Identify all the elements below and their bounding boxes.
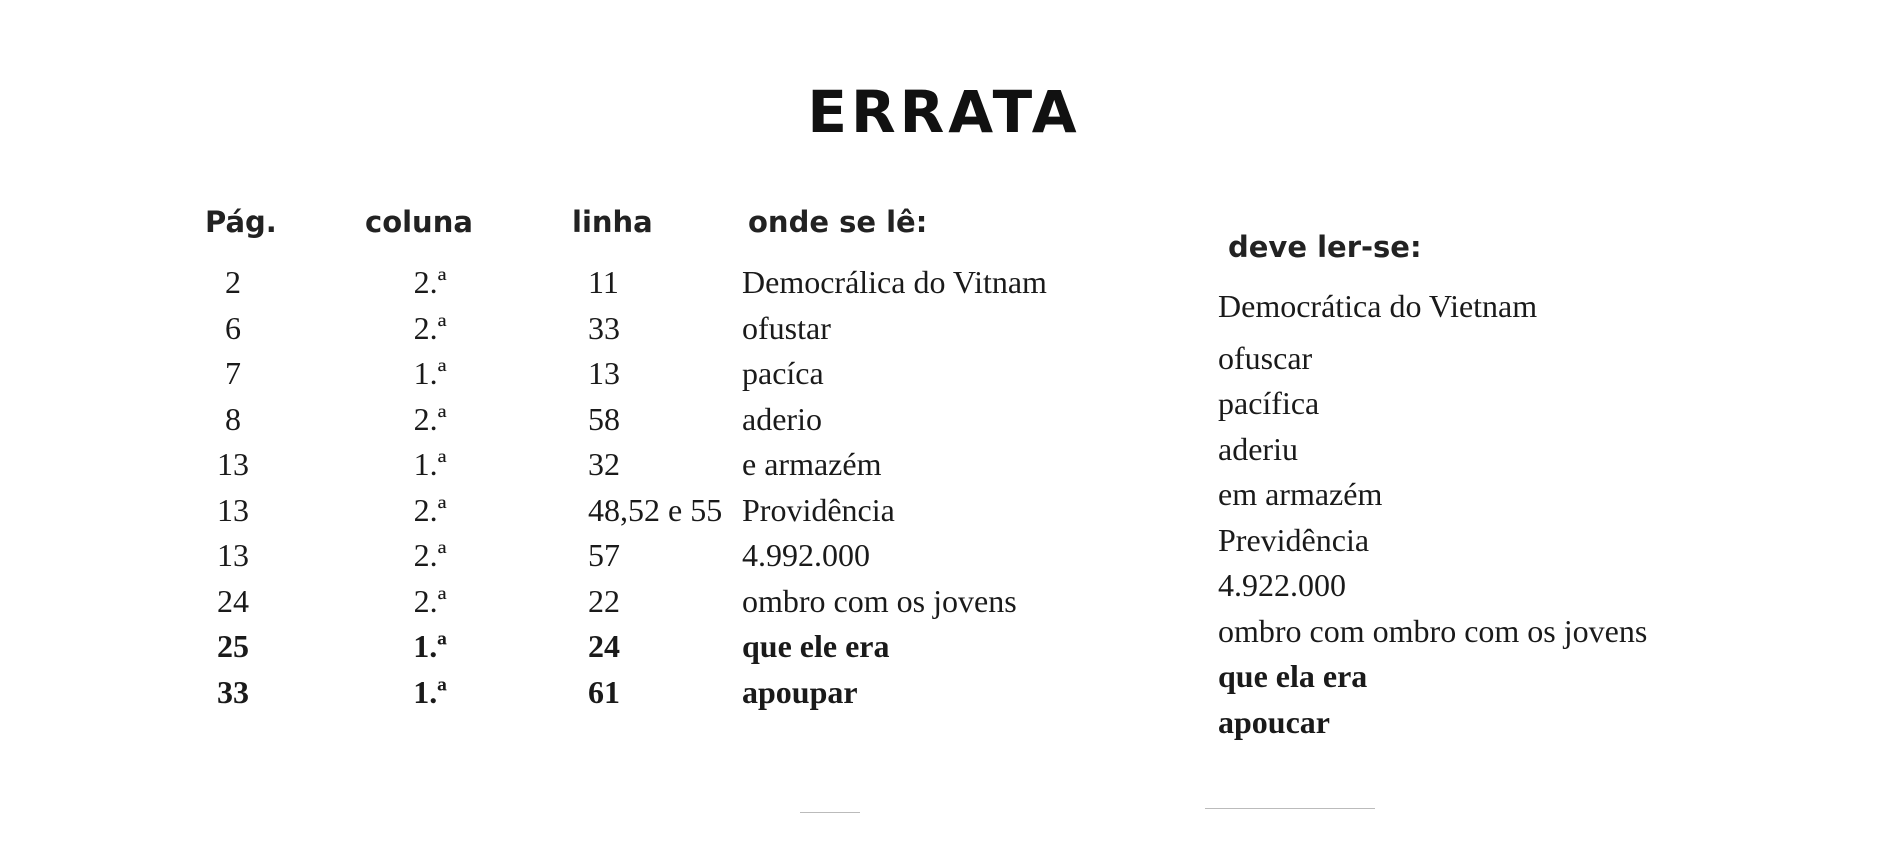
- errata-cell-pag: 33: [217, 674, 249, 710]
- errata-cell-onde: ombro com os jovens: [742, 583, 1017, 619]
- page-title: ERRATA: [807, 78, 1081, 146]
- errata-cell-onde: apoupar: [742, 674, 858, 710]
- errata-cell-pag: 13: [217, 537, 249, 573]
- errata-cell-pag: 6: [225, 310, 241, 346]
- header-onde-se-le: onde se lê:: [748, 205, 928, 239]
- errata-cell-deve: ofuscar: [1218, 340, 1313, 376]
- errata-cell-coluna: 1.ª: [413, 446, 447, 482]
- errata-cell-onde: 4.992.000: [742, 537, 870, 573]
- header-linha: linha: [572, 205, 653, 239]
- errata-cell-linha: 61: [588, 674, 620, 710]
- errata-cell-onde: que ele era: [742, 628, 890, 664]
- scan-mark: [1205, 808, 1375, 809]
- errata-cell-onde: e armazém: [742, 446, 882, 482]
- errata-cell-onde: Democrálica do Vitnam: [742, 264, 1047, 300]
- errata-cell-linha: 22: [588, 583, 620, 619]
- errata-cell-coluna: 2.ª: [413, 264, 447, 300]
- errata-cell-deve: Previdência: [1218, 522, 1370, 558]
- errata-cell-coluna: 2.ª: [413, 537, 447, 573]
- scan-mark: [800, 812, 860, 813]
- errata-cell-linha: 11: [588, 264, 619, 300]
- errata-cell-coluna: 2.ª: [413, 583, 447, 619]
- errata-cell-coluna: 1.ª: [413, 355, 447, 391]
- errata-cell-deve: apoucar: [1218, 704, 1330, 740]
- errata-cell-pag: 7: [225, 355, 241, 391]
- errata-cell-pag: 24: [217, 583, 249, 619]
- errata-cell-deve: ombro com ombro com os jovens: [1218, 613, 1648, 649]
- errata-cell-pag: 8: [225, 401, 241, 437]
- errata-cell-onde: Providência: [742, 492, 895, 528]
- errata-cell-deve: Democrática do Vietnam: [1218, 288, 1538, 324]
- errata-cell-pag: 13: [217, 492, 249, 528]
- errata-cell-coluna: 1.ª: [413, 674, 447, 710]
- errata-cell-coluna: 2.ª: [413, 401, 447, 437]
- errata-cell-coluna: 1.ª: [413, 628, 447, 664]
- errata-cell-linha: 13: [588, 355, 620, 391]
- errata-cell-deve: aderiu: [1218, 431, 1298, 467]
- errata-cell-linha: 32: [588, 446, 620, 482]
- errata-cell-linha: 48,52 e 55: [588, 492, 723, 528]
- errata-cell-pag: 2: [225, 264, 241, 300]
- errata-cell-deve: que ela era: [1218, 658, 1368, 694]
- errata-cell-linha: 57: [588, 537, 620, 573]
- errata-cell-linha: 24: [588, 628, 620, 664]
- errata-cell-pag: 13: [217, 446, 249, 482]
- errata-cell-pag: 25: [217, 628, 249, 664]
- errata-cell-deve: em armazém: [1218, 476, 1383, 512]
- errata-cell-linha: 58: [588, 401, 620, 437]
- errata-cell-linha: 33: [588, 310, 620, 346]
- header-pag: Pág.: [205, 205, 277, 239]
- errata-cell-coluna: 2.ª: [413, 492, 447, 528]
- header-deve-ler-se: deve ler-se:: [1228, 230, 1422, 264]
- header-coluna: coluna: [365, 205, 473, 239]
- errata-cell-onde: pacíca: [742, 355, 824, 391]
- errata-cell-onde: ofustar: [742, 310, 831, 346]
- errata-cell-onde: aderio: [742, 401, 822, 437]
- errata-cell-coluna: 2.ª: [413, 310, 447, 346]
- errata-cell-deve: 4.922.000: [1218, 567, 1346, 603]
- errata-cell-deve: pacífica: [1218, 385, 1320, 421]
